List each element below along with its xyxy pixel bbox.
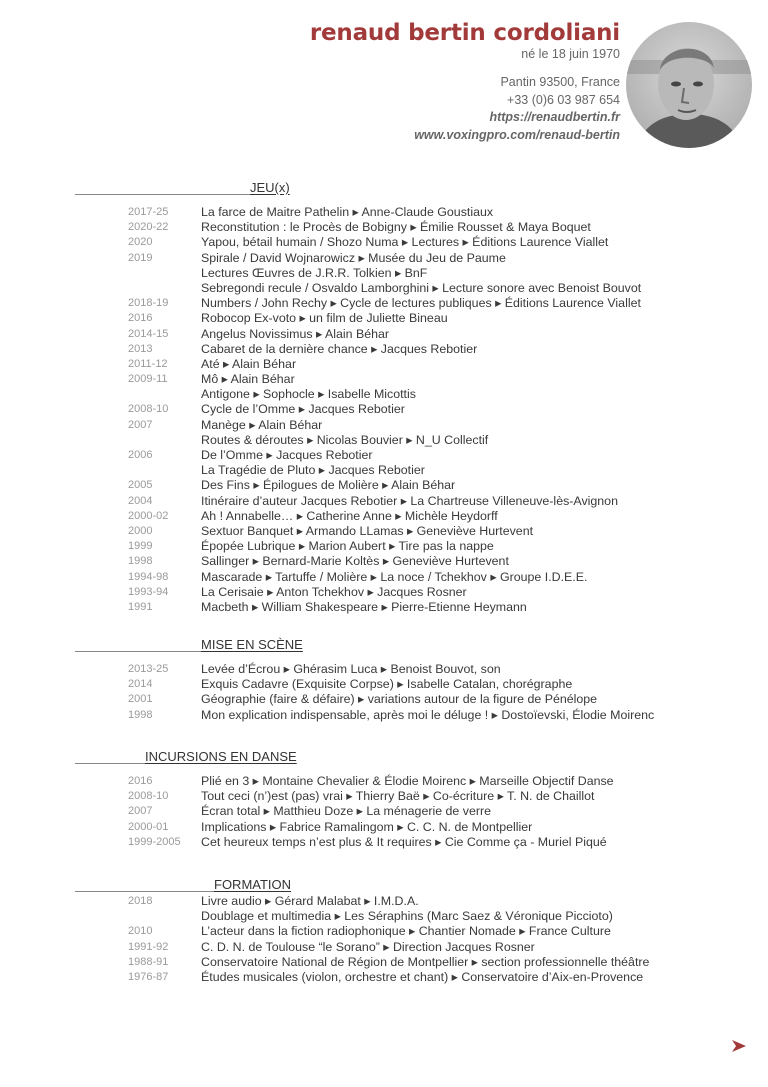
section-title: INCURSIONS EN DANSE <box>145 749 297 764</box>
entry-text: Sextuor Banquet ▸ Armando LLamas ▸ Geneviève Hurtevent <box>201 523 534 538</box>
entry-text: Géographie (faire & défaire) ▸ variations autour de la figure de Pénélope <box>201 692 598 707</box>
entry-row <box>75 220 641 235</box>
entry-row <box>75 296 641 311</box>
entry-year: 2005 <box>128 479 153 492</box>
entry-row <box>75 357 641 372</box>
entry-row <box>75 570 641 585</box>
entry-year: 1988-91 <box>128 955 169 968</box>
entry-year: 2014-15 <box>128 327 169 340</box>
entry-row <box>75 662 654 677</box>
entry-row <box>75 940 649 955</box>
entry-year: 2019 <box>128 251 153 264</box>
entry-year: 2011-12 <box>128 357 168 370</box>
entry-year: 2008-10 <box>128 403 169 416</box>
phone: +33 (0)6 03 987 654 <box>507 92 620 107</box>
entry-year <box>75 433 201 448</box>
entry-row <box>75 585 641 600</box>
entry-text: Antigone ▸ Sophocle ▸ Isabelle Micottis <box>201 387 416 402</box>
portrait-photo <box>626 22 752 148</box>
entry-list <box>75 774 614 850</box>
entry-text: Robocop Ex-voto ▸ un film de Juliette Bineau <box>201 311 448 326</box>
entry-text: Até ▸ Alain Béhar <box>201 356 297 371</box>
entry-text: Itinéraire d’auteur Jacques Rebotier ▸ La Chartreuse Villeneuve-lès-Avignon <box>201 493 618 508</box>
entry-list <box>75 894 649 985</box>
entry-year <box>75 909 201 924</box>
entry-text: Tout ceci (n’)est (pas) vrai ▸ Thierry Baë ▸ Co-écriture ▸ T. N. de Chaillot <box>201 789 595 804</box>
entry-text: Mô ▸ Alain Béhar <box>201 372 295 387</box>
entry-year: 2000-01 <box>128 820 169 833</box>
entry-row <box>75 327 641 342</box>
entry-row <box>75 494 641 509</box>
entry-text: Des Fins ▸ Épilogues de Molière ▸ Alain Béhar <box>201 478 456 493</box>
entry-year: 2009-11 <box>128 373 168 386</box>
entry-row <box>75 387 641 402</box>
entry-year: 1994-98 <box>128 570 169 583</box>
entry-row <box>75 509 641 524</box>
entry-row <box>75 924 649 939</box>
entry-row <box>75 433 641 448</box>
entry-row <box>75 402 641 417</box>
entry-text: Conservatoire National de Région de Montpellier ▸ section professionnelle théâtre <box>201 954 650 969</box>
entry-row <box>75 539 641 554</box>
entry-text: Études musicales (violon, orchestre et chant) ▸ Conservatoire d’Aix-en-Provence <box>201 969 644 984</box>
entry-text: Exquis Cadavre (Exquisite Corpse) ▸ Isabelle Catalan, chorégraphe <box>201 677 573 692</box>
entry-year: 2000-02 <box>128 509 169 522</box>
entry-text: Reconstitution : le Procès de Bobigny ▸ Émilie Rousset & Maya Boquet <box>201 220 591 235</box>
entry-row <box>75 311 641 326</box>
entry-text: De l’Omme ▸ Jacques Rebotier <box>201 448 373 462</box>
entry-year: 2000 <box>128 524 153 537</box>
entry-text: Spirale / David Wojnarowicz ▸ Musée du Jeu de Paume <box>201 250 506 265</box>
entry-year: 2007 <box>128 418 153 431</box>
entry-year: 1999-2005 <box>128 835 181 848</box>
entry-text: Lectures Œuvres de J.R.R. Tolkien ▸ BnF <box>201 265 428 280</box>
entry-row <box>75 970 649 985</box>
entry-text: Numbers / John Rechy ▸ Cycle de lectures publiques ▸ Éditions Laurence Viallet <box>201 296 641 311</box>
agency-link[interactable]: www.voxingpro.com/renaud-bertin <box>414 127 620 142</box>
section-title: FORMATION <box>214 877 292 892</box>
entry-text: Mascarade ▸ Tartuffe / Molière ▸ La noce / Tchekhov ▸ Groupe I.D.E.E. <box>201 569 588 584</box>
entry-text: Doublage et multimedia ▸ Les Séraphins (Marc Saez & Véronique Piccioto) <box>201 909 613 924</box>
entry-year: 1998 <box>128 708 153 721</box>
entry-text: Épopée Lubrique ▸ Marion Aubert ▸ Tire pas la nappe <box>201 539 494 554</box>
section-rule <box>75 891 214 892</box>
entry-row <box>75 448 641 463</box>
entry-year: 2014 <box>128 678 153 691</box>
section-rule <box>75 651 201 652</box>
entry-row <box>75 478 641 493</box>
entry-year <box>75 281 201 296</box>
entry-text: Macbeth ▸ William Shakespeare ▸ Pierre-Etienne Heymann <box>201 599 527 614</box>
section-formation <box>75 876 649 985</box>
entry-text: C. D. N. de Toulouse “le Sorano” ▸ Direction Jacques Rosner <box>201 939 535 954</box>
entry-row <box>75 835 614 850</box>
entry-list <box>75 205 641 615</box>
entry-year: 2013 <box>128 342 153 355</box>
entry-year: 1991 <box>128 600 153 613</box>
entry-text: Sebregondi recule / Osvaldo Lamborghini ▸ Lecture sonore avec Benoist Bouvot <box>201 280 642 295</box>
entry-row <box>75 955 649 970</box>
entry-text: Plié en 3 ▸ Montaine Chevalier & Élodie Moirenc ▸ Marseille Objectif Danse <box>201 774 614 788</box>
section-rule <box>75 194 250 195</box>
contact-header <box>310 20 620 144</box>
entry-text: Ah ! Annabelle… ▸ Catherine Anne ▸ Michèle Heydorff <box>201 508 498 523</box>
entry-row <box>75 774 614 789</box>
entry-year <box>75 463 201 478</box>
entry-year: 2006 <box>128 449 153 461</box>
person-name: renaud bertin cordoliani <box>309 20 620 46</box>
entry-text: L’acteur dans la fiction radiophonique ▸ Chantier Nomade ▸ France Culture <box>201 924 611 939</box>
section-jeux <box>75 179 641 615</box>
entry-text: Levée d’Écrou ▸ Ghérasim Luca ▸ Benoist Bouvot, son <box>201 662 501 676</box>
entry-row <box>75 342 641 357</box>
entry-year: 1998 <box>128 555 153 568</box>
entry-year: 2004 <box>128 494 153 507</box>
entry-year: 2013-25 <box>128 663 169 675</box>
entry-year: 1993-94 <box>128 585 169 598</box>
entry-row <box>75 205 641 220</box>
entry-row <box>75 692 654 707</box>
next-page-arrow-icon[interactable] <box>731 1039 747 1053</box>
entry-text: La Cerisaie ▸ Anton Tchekhov ▸ Jacques Rosner <box>201 584 467 599</box>
entry-list <box>75 662 654 723</box>
entry-row <box>75 789 614 804</box>
section-mise-en-scene <box>75 636 654 723</box>
entry-year: 2010 <box>128 925 153 938</box>
address: Pantin 93500, France <box>500 75 620 89</box>
entry-text: Mon explication indispensable, après moi le déluge ! ▸ Dostoïevski, Élodie Moirenc <box>201 707 655 722</box>
website-link[interactable]: https://renaudbertin.fr <box>489 110 620 124</box>
entry-row <box>75 418 641 433</box>
entry-row <box>75 554 641 569</box>
entry-year <box>75 266 201 281</box>
entry-row <box>75 251 641 266</box>
entry-year: 2008-10 <box>128 790 169 803</box>
entry-text: Cycle de l’Omme ▸ Jacques Rebotier <box>201 402 405 417</box>
entry-text: Cet heureux temps n’est plus & It requires ▸ Cie Comme ça - Muriel Piqué <box>201 834 607 849</box>
entry-row <box>75 524 641 539</box>
entry-row <box>75 820 614 835</box>
entry-year: 2018-19 <box>128 297 169 310</box>
section-title: JEU(x) <box>250 180 290 195</box>
entry-text: La Tragédie de Pluto ▸ Jacques Rebotier <box>201 463 425 478</box>
section-incursions-en-danse <box>75 748 614 850</box>
entry-text: Angelus Novissimus ▸ Alain Béhar <box>201 326 390 341</box>
entry-year: 1999 <box>128 540 153 553</box>
entry-year: 1976-87 <box>128 970 169 983</box>
entry-text: Sallinger ▸ Bernard-Marie Koltès ▸ Geneviève Hurtevent <box>201 554 509 569</box>
entry-row <box>75 281 641 296</box>
birth-date: né le 18 juin 1970 <box>521 47 620 61</box>
entry-year: 2018 <box>128 895 153 907</box>
entry-year: 1991-92 <box>128 940 169 953</box>
section-title: MISE EN SCÈNE <box>201 637 303 652</box>
entry-row <box>75 266 641 281</box>
entry-text: Écran total ▸ Matthieu Doze ▸ La ménagerie de verre <box>201 804 492 819</box>
entry-text: Manège ▸ Alain Béhar <box>201 417 323 432</box>
entry-year <box>75 387 201 402</box>
entry-row <box>75 463 641 478</box>
entry-text: Cabaret de la dernière chance ▸ Jacques Rebotier <box>201 341 478 356</box>
entry-row <box>75 909 649 924</box>
entry-row <box>75 600 641 615</box>
entry-row <box>75 372 641 387</box>
entry-year: 2007 <box>128 805 153 818</box>
entry-row <box>75 708 654 723</box>
entry-row <box>75 894 649 909</box>
entry-year: 2017-25 <box>128 206 169 218</box>
section-rule <box>75 763 145 764</box>
entry-year: 2016 <box>128 775 153 787</box>
entry-row <box>75 804 614 819</box>
entry-text: La farce de Maitre Pathelin ▸ Anne-Claude Goustiaux <box>201 205 494 219</box>
entry-year: 2020 <box>128 236 153 249</box>
entry-text: Implications ▸ Fabrice Ramalingom ▸ C. C. N. de Montpellier <box>201 819 533 834</box>
entry-text: Livre audio ▸ Gérard Malabat ▸ I.M.D.A. <box>201 894 419 908</box>
entry-text: Yapou, bétail humain / Shozo Numa ▸ Lectures ▸ Éditions Laurence Viallet <box>201 235 609 250</box>
entry-row <box>75 677 654 692</box>
entry-year: 2020-22 <box>128 221 169 234</box>
entry-year: 2016 <box>128 312 153 325</box>
entry-year: 2001 <box>128 693 153 706</box>
entry-text: Routes & déroutes ▸ Nicolas Bouvier ▸ N_U Collectif <box>201 432 489 447</box>
entry-row <box>75 235 641 250</box>
